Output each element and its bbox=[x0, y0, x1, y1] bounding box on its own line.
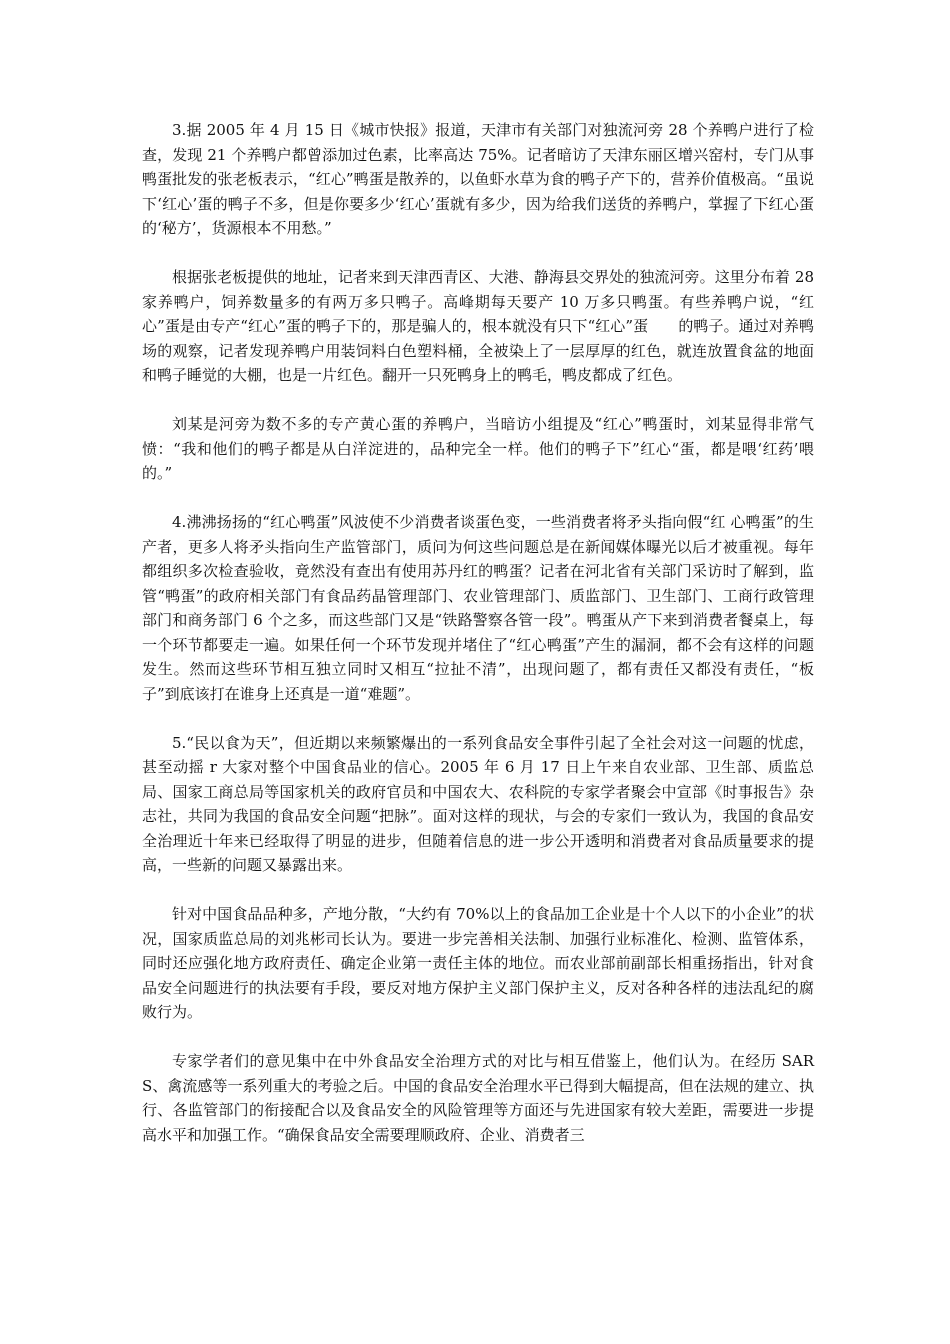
paragraph-spacer bbox=[142, 388, 814, 413]
paragraph-industry-status: 针对中国食品品种多，产地分散，“大约有 70%以上的食品加工企业是十个人以下的小企业”的状况，国家质监总局的刘兆彬司长认为。要进一步完善相关法制、加强行业标准化、检测、监管体系，同时还应强化地方政府责任、确定企业第一责任主体的地位。而农业部前副部长相重扬指出，针对食品安全问题进行的执法要有手段，要反对地方保护主义部门保护主义，反对各种各样的违法乱纪的腐败行为。 bbox=[142, 905, 814, 1021]
paragraph-expert-opinions: 专家学者们的意见集中在中外食品安全治理方式的对比与相互借鉴上，他们认为。在经历 SARS、禽流感等一系列重大的考验之后。中国的食品安全治理水平已得到大幅提高，但在法规的建立、执行、各监管部门的衔接配合以及食品安全的风险管理等方面还与先进国家有较大差距，需要进一步提高水平和加强工作。“确保食品安全需要理顺政府、企业、消费者三 bbox=[142, 1052, 814, 1144]
paragraph-spacer bbox=[142, 486, 814, 511]
paragraph-supplier-address: 根据张老板提供的地址，记者来到天津西青区、大港、静海县交界处的独流河旁。这里分布着 28 家养鸭户，饲养数量多的有两万多只鸭子。高峰期每天要产 10 万多只鸭蛋。有些养鸭户说，“红心”蛋是由专产“红心”蛋的鸭子下的，那是骗人的，根本就没有只下“红心”蛋 的鸭子。通过对养鸭场的观察，记者发现养鸭户用装饲料白色塑料桶，全被染上了一层厚厚的红色，就连放置食盆的地面和鸭子睡觉的大棚，也是一片红色。翻开一只死鸭身上的鸭毛，鸭皮都成了红色。 bbox=[142, 268, 819, 384]
paragraph-spacer bbox=[142, 878, 814, 903]
paragraph-spacer bbox=[142, 706, 814, 731]
paragraph-item-5: 5.“民以食为天”，但近期以来频繁爆出的一系列食品安全事件引起了全社会对这一问题的忧虑，甚至动摇 r 大家对整个中国食品业的信心。2005 年 6 月 17 日上午来自农业部、卫生部、质监总局、国家工商总局等国家机关的政府官员和中国农大、农科院的专家学者聚会中宣部《时事报告》杂志社，共同为我国的食品安全问题“把脉”。面对这样的现状，与会的专家们一致认为，我国的食品安全治理近十年来已经取得了明显的进步，但随着信息的进一步公开透明和消费者对食品质量要求的提高，一些新的问题又暴露出来。 bbox=[142, 733, 814, 874]
paragraph-item-4: 4.沸沸扬扬的“红心鸭蛋”风波使不少消费者谈蛋色变，一些消费者将矛头指向假“红 心鸭蛋”的生产者，更多人将矛头指向生产监管部门，质问为何这些问题总是在新闻媒体曝光以后才被重视。每年都组织多次检查验收，竟然没有查出有使用苏丹红的鸭蛋？记者在河北省有关部门采访时了解到，监管“鸭蛋”的政府相关部门有食品药晶管理部门、农业管理部门、质监部门、卫生部门、工商行政管理部门和商务部门 6 个之多，而这些部门又是“铁路警察各管一段”。鸭蛋从产下来到消费者餐桌上，每一个环节都要走一遍。如果任何一个环节发现并堵住了“红心鸭蛋”产生的漏洞，都不会有这样的问题发生。然而这些环节相互独立同时又相互“拉扯不清”，出现问题了，都有责任又都没有责任，“板子”到底该打在谁身上还真是一道“难题”。 bbox=[142, 513, 814, 703]
paragraph-item-3: 3.据 2005 年 4 月 15 日《城市快报》报道，天津市有关部门对独流河旁 28 个养鸭户进行了检查，发现 21 个养鸭户都曾添加过色素，比率高达 75%。记者暗访了天津东丽区增兴窑村，专门从事鸭蛋批发的张老板表示，“红心”鸭蛋是散养的，以鱼虾水草为食的鸭子产下的，营养价值极高。“虽说下‘红心’蛋的鸭子不多，但是你要多少‘红心’蛋就有多少，因为给我们送货的养鸭户，掌握了下红心蛋的‘秘方’，货源根本不用愁。” bbox=[142, 121, 814, 237]
paragraph-liu-statement: 刘某是河旁为数不多的专产黄心蛋的养鸭户，当暗访小组提及“红心”鸭蛋时，刘某显得非常气愤：“我和他们的鸭子都是从白洋淀进的，品种完全一样。他们的鸭子下”红心“蛋，都是喂‘红药’喂的。” bbox=[142, 415, 814, 482]
document-body bbox=[142, 118, 819, 1147]
paragraph-spacer bbox=[142, 1025, 814, 1050]
paragraph-spacer bbox=[142, 241, 814, 266]
